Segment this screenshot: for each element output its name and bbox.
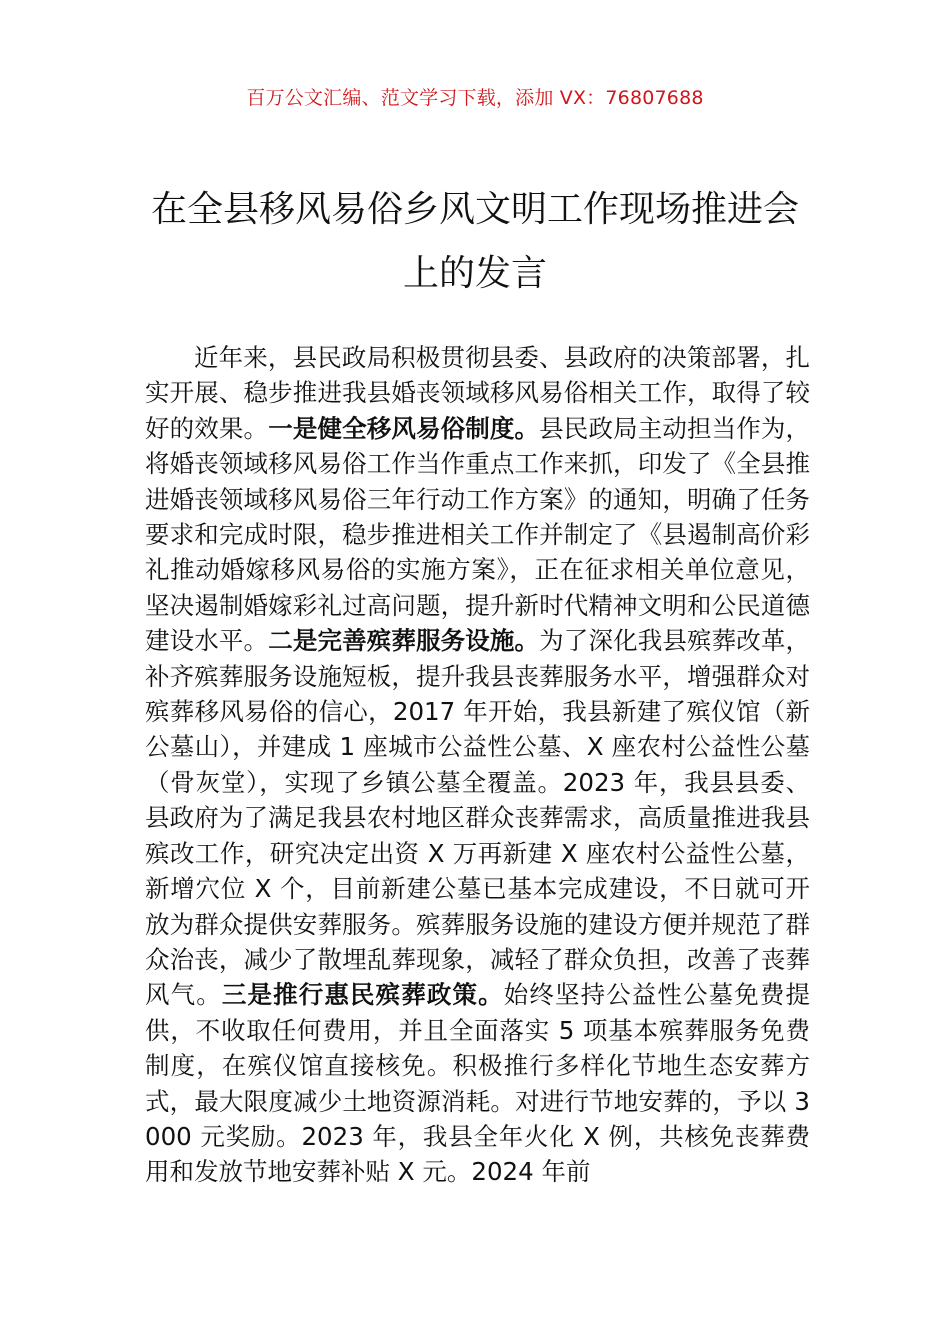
title-line-1: 在全县移风易俗乡风文明工作现场推进会 <box>150 189 799 230</box>
body-segment: 为了深化我县殡葬改革，补齐殡葬服务设施短板，提升我县丧葬服务水平，增强群众对殡葬移风易俗的信心，2017 年开始，我县新建了殡仪馆（新公墓山），并建成 1 座城市公益性公墓、X 座农村公益性公墓（骨灰堂），实现了乡镇公墓全覆盖。2023 年，我县县委、县政府为了满足我县农村地区群众丧葬需求，高质量推进我县殡改工作，研究决定出资 X 万再新建 X 座农村公益性公墓，新增穴位 X 个，目前新建公墓已基本完成建设，不日就可开放为群众提供安葬服务。殡葬服务设施的建设方便并规范了群众治丧，减少了散埋乱葬现象，减轻了群众负担，改善了丧葬风气。 <box>145 626 811 1010</box>
body-segment: 县民政局主动担当作为，将婚丧领域移风易俗工作当作重点工作来抓，印发了《全县推进婚丧领域移风易俗三年行动工作方案》的通知，明确了任务要求和完成时限，稳步推进相关工作并制定了《县遏制高价彩礼推动婚嫁移风易俗的实施方案》，正在征求相关单位意见，坚决遏制婚嫁彩礼过高问题，提升新时代精神文明和公民道德建设水平。 <box>145 413 811 656</box>
body-segment: 近年来，县民政局积极贯彻县委、县政府的决策部署，扎实开展、稳步推进我县婚丧领域移风易俗相关工作，取得了较好的效果。 <box>145 343 810 443</box>
body-heading-3: 三是推行惠民殡葬政策。 <box>221 980 504 1010</box>
body-heading-1: 一是健全移风易俗制度。 <box>268 413 540 443</box>
document-title <box>120 178 830 306</box>
title-line-2: 上的发言 <box>402 253 547 294</box>
body-heading-2: 二是完善殡葬服务设施。 <box>268 626 540 656</box>
body-segment: 始终坚持公益性公墓免费提供，不收取任何费用，并且全面落实 5 项基本殡葬服务免费制度，在殡仪馆直接核免。积极推行多样化节地生态安葬方式，最大限度减少土地资源消耗。对进行节地安葬的，予以 3000 元奖励。2023 年，我县全年火化 X 例，共核免丧葬费用和发放节地安葬补贴 X 元。2024 年前 <box>145 980 811 1187</box>
body-paragraph <box>145 340 810 1190</box>
header-note: 百万公文汇编、范文学习下载，添加 VX：76807688 <box>246 87 704 109</box>
